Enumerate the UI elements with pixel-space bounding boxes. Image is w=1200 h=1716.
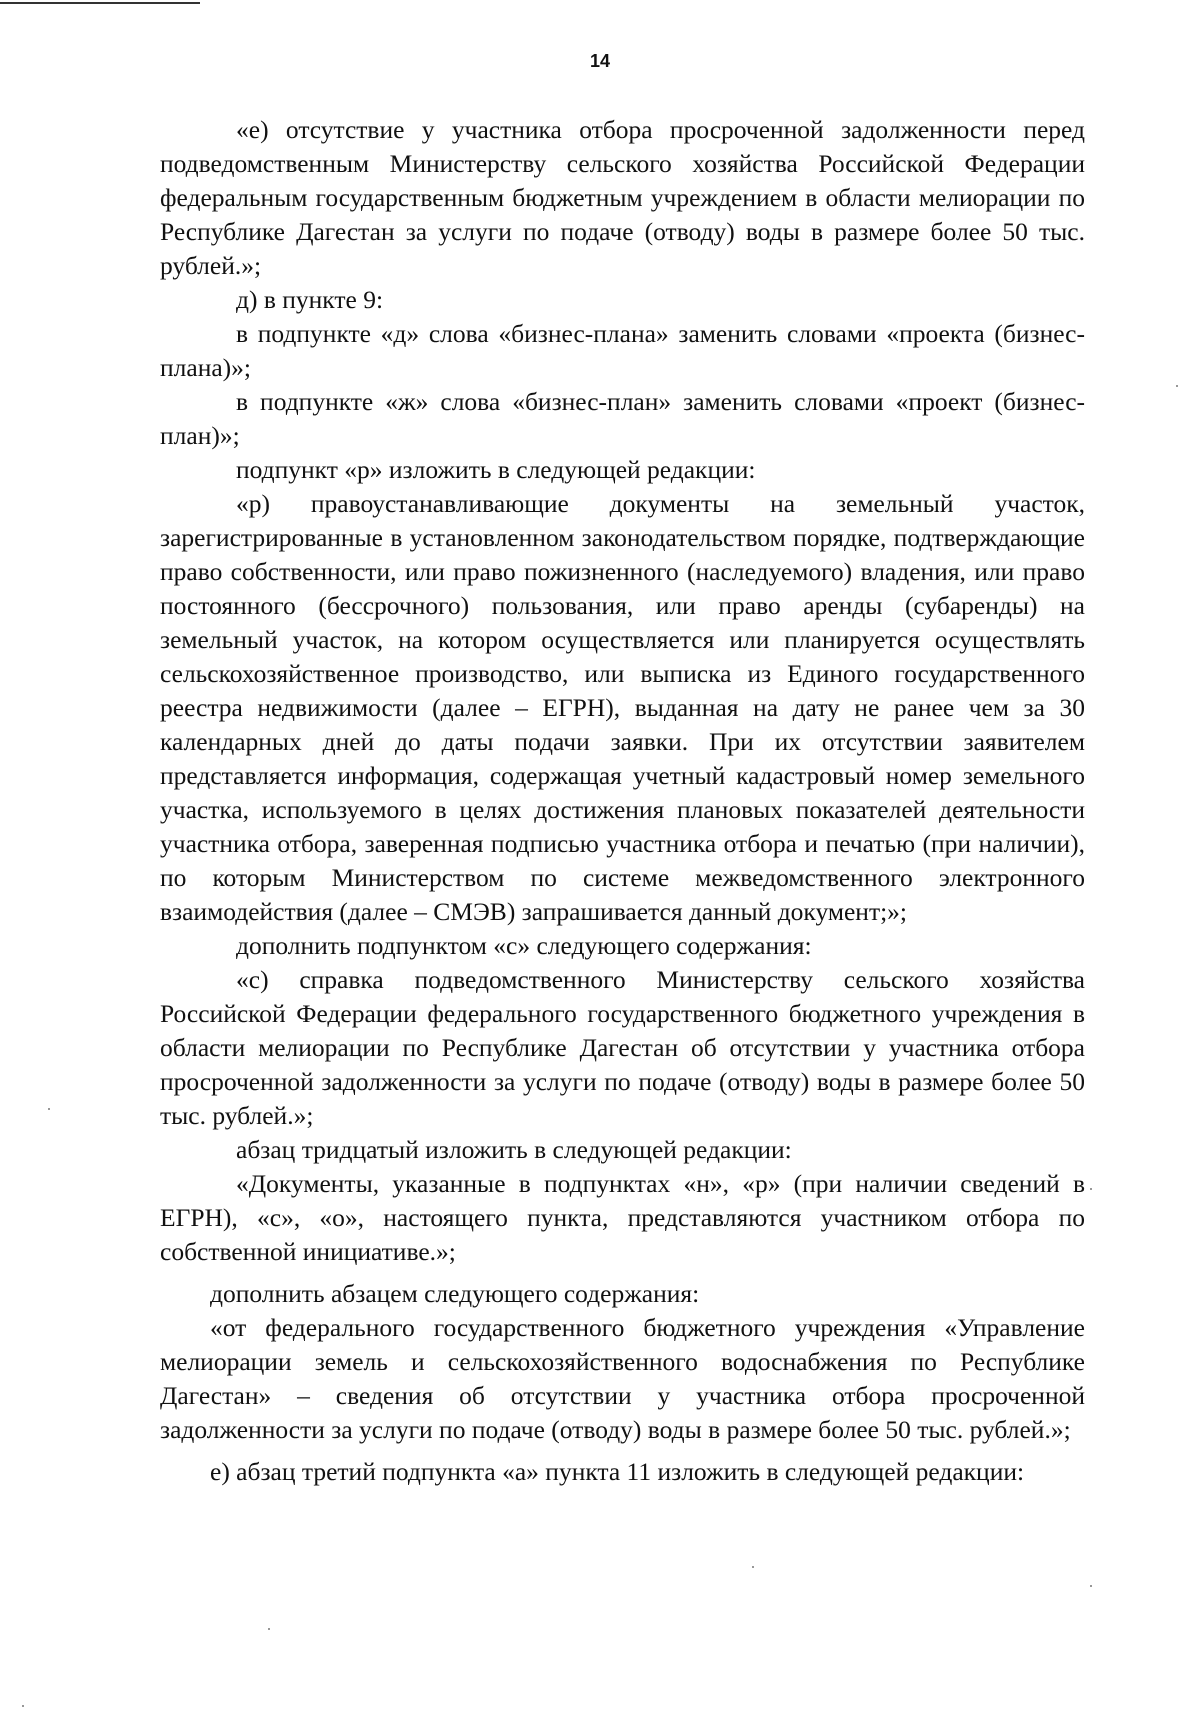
paragraph-subitem-r-intro: подпункт «р» изложить в следующей редакции:: [236, 455, 756, 484]
page-number: 14: [589, 51, 611, 71]
paragraph-subitem-zh-replacement: в подпункте «ж» слова «бизнес-план» заменить словами «проект (бизнес-план)»;: [160, 387, 1085, 450]
paragraph-subitem-r-text: «р) правоустанавливающие документы на земельный участок, зарегистрированные в установленном законодательством порядке, подтверждающие право собственности, или право пожизненного (наследуемого) владения, или право постоянного (бессрочного) пользования, или право аренды (субаренды) на земельный участок, на котором осуществляется или планируется осуществлять сельскохозяйственное производство, или выписка из Единого государственного реестра недвижимости (далее – ЕГРН), выданная на дату не ранее чем за 30 календарных дней до даты подачи заявки. При их отсутствии заявителем представляется информация, содержащая учетный кадастровый номер земельного участка, используемого в целях достижения плановых показателей деятельности участника отбора, заверенная подписью участника отбора и печатью (при наличии), по которым Министерством по системе межведомственного электронного взаимодействия (далее – СМЭВ) запрашивается данный документ;»;: [160, 489, 1085, 926]
paragraph-subitem-s-text: «с) справка подведомственного Министерству сельского хозяйства Российской Федерации федерального государственного бюджетного учреждения в области мелиорации по Республике Дагестан об отсутствии у участника отбора просроченной задолженности за услуги по подаче (отводу) воды в размере более 50 тыс. рублей.»;: [160, 965, 1085, 1130]
scan-edge-line: [0, 2, 200, 4]
paragraph-subitem-s-intro: дополнить подпунктом «с» следующего содержания:: [236, 931, 812, 960]
document-body: [160, 113, 1085, 1489]
paragraph-subitem-e-text: «е) отсутствие у участника отбора просроченной задолженности перед подведомственным Министерству сельского хозяйства Российской Федерации федеральным государственным бюджетным учреждением в области мелиорации по Республике Дагестан за услуги по подаче (отводу) воды в размере более 50 тыс. рублей.»;: [160, 115, 1085, 280]
paragraph-documents-text: «Документы, указанные в подпунктах «н», «р» (при наличии сведений в ЕГРН), «с», «о», настоящего пункта, представляются участником отбора по собственной инициативе.»;: [160, 1169, 1085, 1266]
paragraph-subitem-d-replacement: в подпункте «д» слова «бизнес-плана» заменить словами «проекта (бизнес-плана)»;: [160, 319, 1085, 382]
paragraph-from-institution-text: «от федерального государственного бюджетного учреждения «Управление мелиорации земель и сельскохозяйственного водоснабжения по Республике Дагестан» – сведения об отсутствии у участника отбора просроченной задолженности за услуги по подаче (отводу) воды в размере более 50 тыс. рублей.»;: [160, 1313, 1085, 1444]
paragraph-thirtieth-intro: абзац тридцатый изложить в следующей редакции:: [236, 1135, 792, 1164]
paragraph-item-d-heading: д) в пункте 9:: [236, 285, 384, 314]
paragraph-item-e-heading: е) абзац третий подпункта «а» пункта 11 изложить в следующей редакции:: [210, 1457, 1025, 1486]
paragraph-add-abzac-intro: дополнить абзацем следующего содержания:: [210, 1279, 700, 1308]
